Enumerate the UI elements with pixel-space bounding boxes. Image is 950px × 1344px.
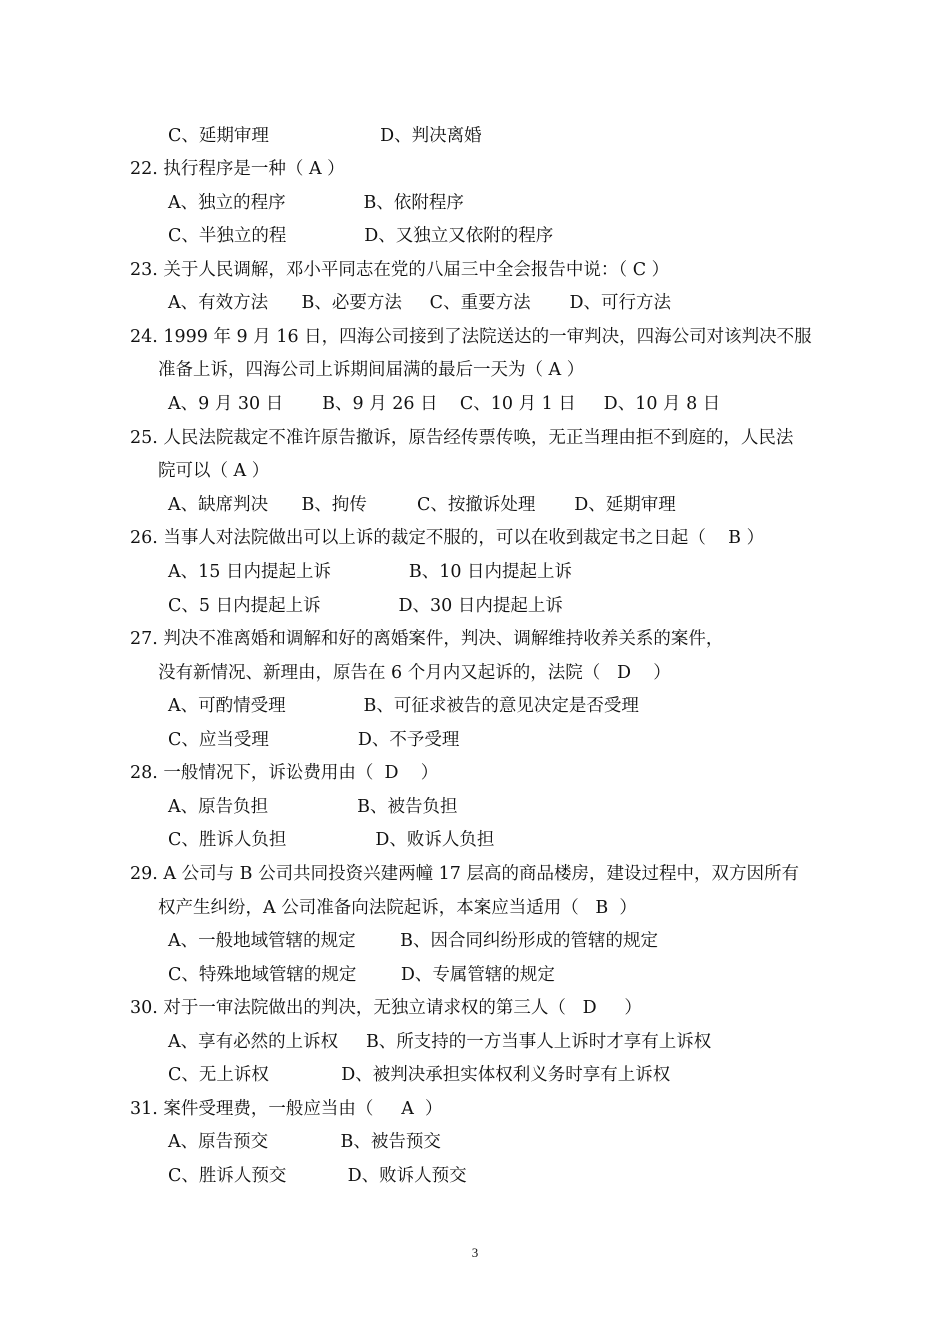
question-27: 27. 判决不准离婚和调解和好的离婚案件，判决、调解维持收养关系的案件， — [130, 629, 724, 649]
page-number: 3 — [471, 1245, 479, 1260]
question-29: 29. A 公司与 B 公司共同投资兴建两幢 17 层高的商品楼房，建设过程中，双方因所有 — [130, 864, 799, 884]
text-line: A、缺席判决 B、拘传 C、按撤诉处理 D、延期审理 — [168, 495, 676, 515]
text-line: 院可以（ A ） — [158, 461, 270, 481]
text-line: A、可酌情受理 B、可征求被告的意见决定是否受理 — [168, 696, 639, 716]
text-line: A、独立的程序 B、依附程序 — [168, 193, 464, 213]
text-line: C、延期审理 D、判决离婚 — [168, 126, 482, 146]
text-line: A、享有必然的上诉权 B、所支持的一方当事人上诉时才享有上诉权 — [168, 1032, 712, 1052]
text-line: C、胜诉人负担 D、败诉人负担 — [168, 830, 495, 850]
text-line: C、特殊地域管辖的规定 D、专属管辖的规定 — [168, 965, 555, 985]
question-25: 25. 人民法院裁定不准许原告撤诉，原告经传票传唤，无正当理由拒不到庭的，人民法 — [130, 428, 794, 448]
text-line: A、原告负担 B、被告负担 — [168, 797, 458, 817]
question-28: 28. 一般情况下，诉讼费用由（ D ） — [130, 763, 439, 783]
text-line: A、原告预交 B、被告预交 — [168, 1132, 441, 1152]
text-line: C、半独立的程 D、又独立又依附的程序 — [168, 226, 554, 246]
text-line: A、15 日内提起上诉 B、10 日内提起上诉 — [168, 562, 573, 582]
question-22: 22. 执行程序是一种（ A ） — [130, 159, 345, 179]
text-line: A、9 月 30 日 B、9 月 26 日 C、10 月 1 日 D、10 月 8 日 — [168, 394, 721, 414]
text-line: A、一般地域管辖的规定 B、因合同纠纷形成的管辖的规定 — [168, 931, 658, 951]
text-line: C、无上诉权 D、被判决承担实体权利义务时享有上诉权 — [168, 1065, 671, 1085]
text-line: 没有新情况、新理由，原告在 6 个月内又起诉的，法院（ D ） — [158, 663, 671, 683]
text-line: C、胜诉人预交 D、败诉人预交 — [168, 1166, 467, 1186]
text-line: 准备上诉，四海公司上诉期间届满的最后一天为（ A ） — [158, 360, 585, 380]
question-30: 30. 对于一审法院做出的判决，无独立请求权的第三人（ D ） — [130, 998, 642, 1018]
text-line: A、有效方法 B、必要方法 C、重要方法 D、可行方法 — [168, 293, 672, 313]
question-23: 23. 关于人民调解，邓小平同志在党的八届三中全会报告中说：（ C ） — [130, 260, 670, 280]
text-line: C、5 日内提起上诉 D、30 日内提起上诉 — [168, 596, 563, 616]
question-26: 26. 当事人对法院做出可以上诉的裁定不服的，可以在收到裁定书之日起（ B ） — [130, 528, 765, 548]
question-31: 31. 案件受理费，一般应当由（ A ） — [130, 1099, 443, 1119]
text-line: C、应当受理 D、不予受理 — [168, 730, 460, 750]
question-24: 24. 1999 年 9 月 16 日，四海公司接到了法院送达的一审判决，四海公司对该判决不服 — [130, 327, 812, 347]
text-line: 权产生纠纷，A 公司准备向法院起诉，本案应当适用（ B ） — [158, 898, 637, 918]
